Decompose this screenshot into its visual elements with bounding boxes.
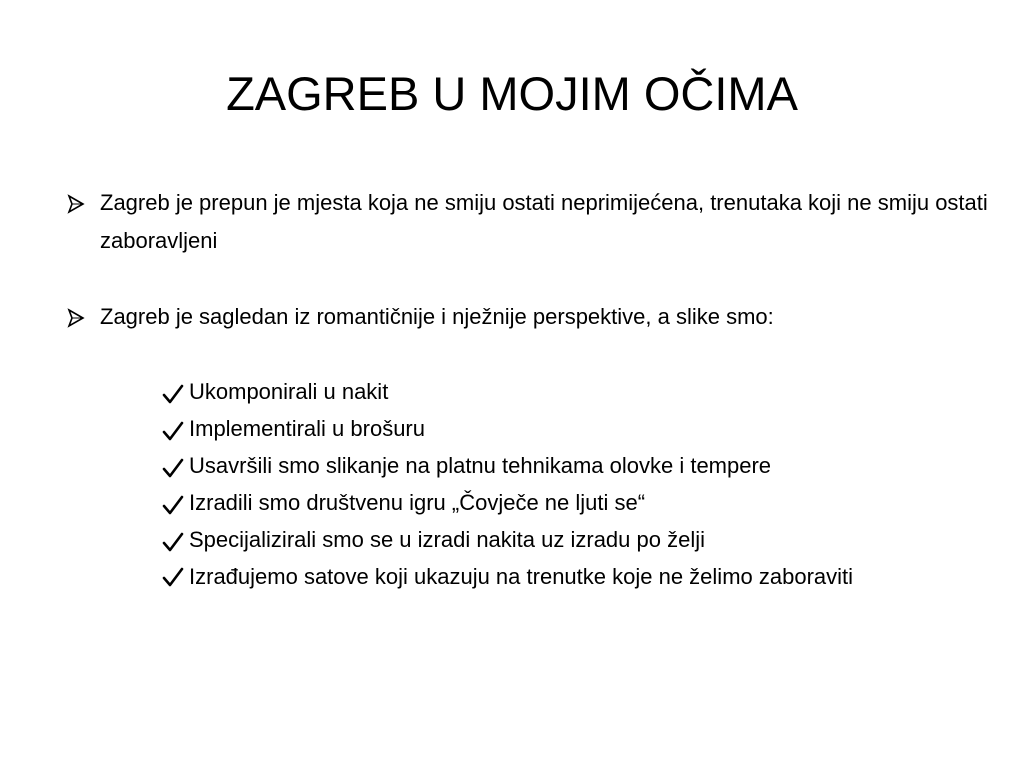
checkmark-icon xyxy=(162,384,184,404)
bullet-list xyxy=(66,184,996,336)
checklist-item xyxy=(162,373,962,410)
checklist-item xyxy=(162,521,962,558)
checklist-text: Usavršili smo slikanje na platnu tehnikama olovke i tempere xyxy=(189,453,772,478)
checkmark-icon xyxy=(162,421,184,441)
checkmark-icon xyxy=(162,495,184,515)
checklist-text: Izradili smo društvenu igru „Čovječe ne ljuti se“ xyxy=(189,490,646,515)
checklist-item xyxy=(162,447,962,484)
checklist-text: Specijalizirali smo se u izradi nakita uz izradu po želji xyxy=(189,527,706,552)
arrow-bullet-icon xyxy=(66,308,86,328)
bullet-text: Zagreb je prepun je mjesta koja ne smiju ostati neprimijećena, trenutaka koji ne smiju ostati zaboravljeni xyxy=(100,190,988,253)
bullet-item xyxy=(66,298,996,336)
checkmark-icon xyxy=(162,567,184,587)
checklist-item xyxy=(162,484,962,521)
checkmark-icon xyxy=(162,532,184,552)
checkmark-icon xyxy=(162,458,184,478)
checklist-item xyxy=(162,558,962,590)
checklist-text: Implementirali u brošuru xyxy=(189,416,425,441)
checklist-item xyxy=(162,410,962,447)
arrow-bullet-icon xyxy=(66,194,86,214)
bullet-text: Zagreb je sagledan iz romantičnije i nježnije perspektive, a slike smo: xyxy=(100,304,774,329)
slide-title: ZAGREB U MOJIM OČIMA xyxy=(226,67,798,120)
bullet-item xyxy=(66,184,996,260)
checklist-text: Izrađujemo satove koji ukazuju na trenutke koje ne želimo zaboraviti xyxy=(189,564,854,589)
checklist-text: Ukomponirali u nakit xyxy=(189,379,389,404)
checklist xyxy=(162,373,962,590)
